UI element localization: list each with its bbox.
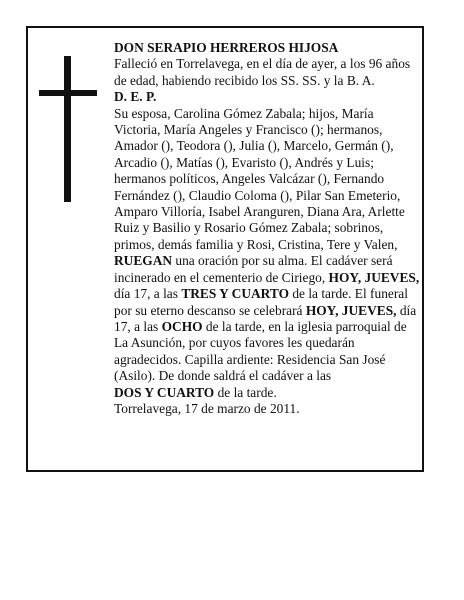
obituary-notice — [26, 26, 424, 472]
rip-line: D. E. P. — [114, 89, 157, 105]
death-line: Falleció en Torrelavega, en el día de ayer, a los 96 años de edad, habiendo recibido los SS. SS. y la B. A. — [114, 56, 411, 88]
closing-line: Torrelavega, 17 de marzo de 2011. — [114, 400, 300, 416]
prayer-text-3: de la tarde. El funeral por su eterno descanso se celebrará — [114, 286, 408, 318]
prayer-text-5: de la tarde, en la iglesia parroquial de La Asunción, por cuyos favores les quedarán agradecidos. Capilla ardiente: Residencia San José (Asilo). De donde saldrá el cadáver a las — [114, 318, 407, 384]
ruegan-word: RUEGAN — [114, 253, 173, 269]
hoy-jueves-1: HOY, JUEVES, — [328, 269, 420, 285]
hoy-jueves-2: HOY, JUEVES, — [305, 302, 397, 318]
cross-horizontal-bar — [39, 90, 97, 96]
prayer-text-2: día 17, a las — [114, 286, 182, 302]
prayer-text-4: día 17, a las — [114, 302, 417, 334]
cross-icon — [39, 56, 97, 202]
family-list: Su esposa, Carolina Gómez Zabala; hijos, María Victoria, María Angeles y Francisco (); hermanos, Amador (), Teodora (), Julia (), Marcelo, Germán (), Arcadio (), Matías (), Evaristo (), Andrés y Luis; hermanos políticos, Angeles Valcázar (), Fernando Fernández (), Claudio Coloma (), Pilar San Emeterio, Amparo Villoría, Isabel Aranguren, Diana Ara, Arlette Ruiz y Basilio y Rosario Gómez Zabala; sobrinos, primos, demás familia y Rosi, Cristina, Tere y Valen, — [114, 105, 405, 252]
prayer-text-6: de la tarde. — [214, 384, 277, 400]
time-departure: DOS Y CUARTO — [114, 384, 215, 400]
time-cremation: TRES Y CUARTO — [181, 286, 289, 302]
prayer-text-1: una oración por su alma. El cadáver será incinerado en el cementerio de Ciriego, — [114, 253, 393, 285]
time-funeral: OCHO — [161, 318, 203, 334]
obituary-text — [114, 40, 420, 417]
family-paragraph — [114, 106, 420, 385]
deceased-name: DON SERAPIO HERREROS HIJOSA — [114, 40, 339, 55]
departure-line — [114, 385, 420, 401]
cross-vertical-bar — [64, 56, 71, 202]
